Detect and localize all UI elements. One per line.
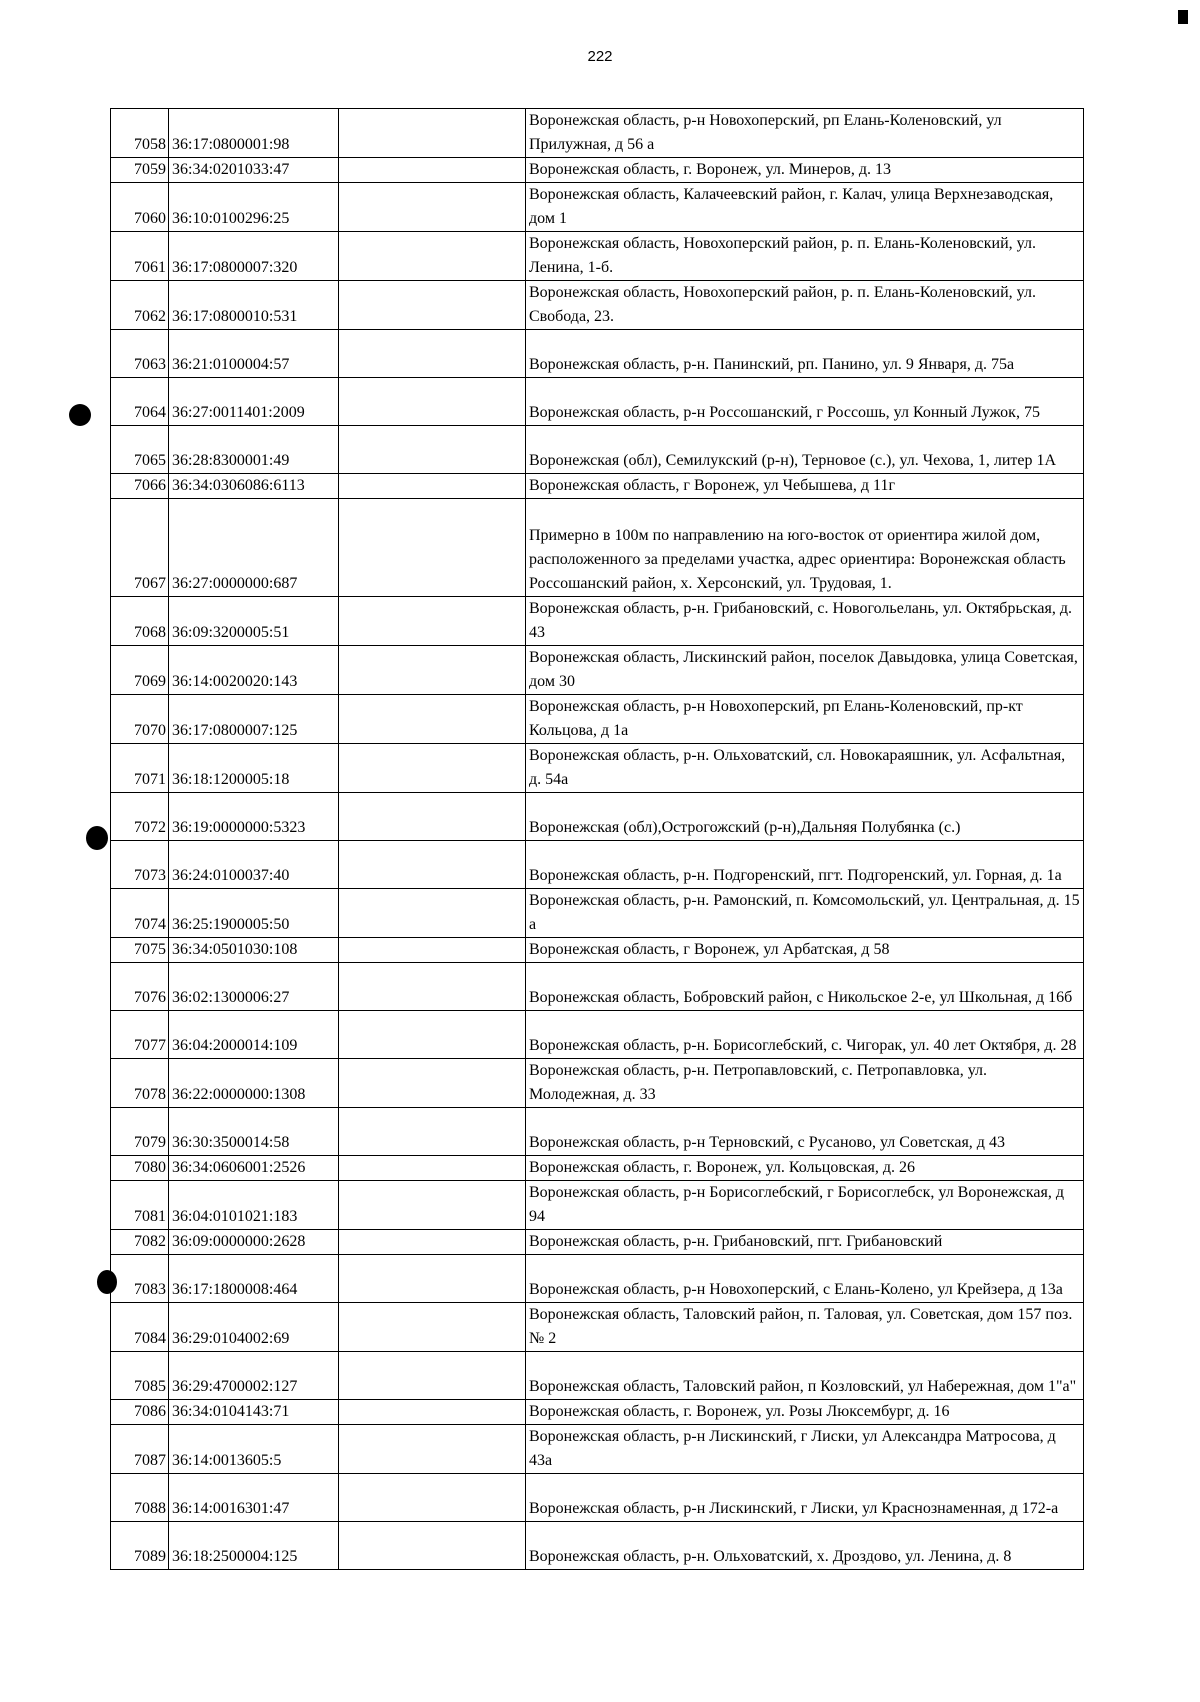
cadastral-number-cell: 36:14:0020020:143: [169, 646, 339, 695]
row-number-cell: 7062: [111, 281, 169, 330]
empty-cell: [339, 1255, 526, 1303]
row-number-cell: 7081: [111, 1181, 169, 1230]
row-number-cell: 7085: [111, 1352, 169, 1400]
address-cell: Воронежская область, р-н Новохоперский, рп Елань-Коленовский, ул Прилужная, д 56 а: [526, 109, 1084, 158]
row-number-cell: 7071: [111, 744, 169, 793]
table-row: [111, 1255, 1084, 1303]
cadastral-number-cell: 36:04:2000014:109: [169, 1011, 339, 1059]
cadastral-number-cell: 36:25:1900005:50: [169, 889, 339, 938]
cadastral-number-cell: 36:10:0100296:25: [169, 183, 339, 232]
row-number-cell: 7073: [111, 841, 169, 889]
row-number-cell: 7083: [111, 1255, 169, 1303]
table-row: [111, 938, 1084, 963]
cadastral-number-cell: 36:18:2500004:125: [169, 1522, 339, 1570]
cadastral-number-cell: 36:14:0016301:47: [169, 1474, 339, 1522]
address-cell: Воронежская область, р-н. Рамонский, п. Комсомольский, ул. Центральная, д. 15 а: [526, 889, 1084, 938]
cadastral-number-cell: 36:04:0101021:183: [169, 1181, 339, 1230]
table-row: [111, 1181, 1084, 1230]
empty-cell: [339, 499, 526, 597]
address-cell: Воронежская область, р-н. Подгоренский, пгт. Подгоренский, ул. Горная, д. 1а: [526, 841, 1084, 889]
row-number-cell: 7075: [111, 938, 169, 963]
row-number-cell: 7068: [111, 597, 169, 646]
table-row: [111, 1474, 1084, 1522]
address-cell: Воронежская область, Новохоперский район, р. п. Елань-Коленовский, ул. Свобода, 23.: [526, 281, 1084, 330]
address-cell: Воронежская область, р-н. Грибановский, пгт. Грибановский: [526, 1230, 1084, 1255]
empty-cell: [339, 1522, 526, 1570]
table-row: [111, 499, 1084, 597]
cadastral-number-cell: 36:17:0800001:98: [169, 109, 339, 158]
row-number-cell: 7084: [111, 1303, 169, 1352]
address-cell: Воронежская область, р-н Россошанский, г Россошь, ул Конный Лужок, 75: [526, 378, 1084, 426]
address-cell: Воронежская область, Таловский район, п Козловский, ул Набережная, дом 1"а": [526, 1352, 1084, 1400]
empty-cell: [339, 183, 526, 232]
empty-cell: [339, 646, 526, 695]
row-number-cell: 7070: [111, 695, 169, 744]
binder-hole-mark: [69, 404, 91, 426]
empty-cell: [339, 378, 526, 426]
row-number-cell: 7078: [111, 1059, 169, 1108]
empty-cell: [339, 1156, 526, 1181]
table-row: [111, 963, 1084, 1011]
cadastral-number-cell: 36:34:0306086:6113: [169, 474, 339, 499]
cadastral-number-cell: 36:29:4700002:127: [169, 1352, 339, 1400]
empty-cell: [339, 232, 526, 281]
empty-cell: [339, 1230, 526, 1255]
table-row: [111, 183, 1084, 232]
table-row: [111, 1303, 1084, 1352]
address-cell: Воронежская область, г Воронеж, ул Чебышева, д 11г: [526, 474, 1084, 499]
address-cell: Воронежская область, Калачеевский район, г. Калач, улица Верхнезаводская, дом 1: [526, 183, 1084, 232]
address-cell: Воронежская область, р-н Лискинский, г Лиски, ул Александра Матросова, д 43а: [526, 1425, 1084, 1474]
registry-table-body: [111, 109, 1084, 1570]
table-row: [111, 109, 1084, 158]
empty-cell: [339, 281, 526, 330]
table-row: [111, 1156, 1084, 1181]
row-number-cell: 7072: [111, 793, 169, 841]
empty-cell: [339, 109, 526, 158]
table-row: [111, 1059, 1084, 1108]
cadastral-number-cell: 36:30:3500014:58: [169, 1108, 339, 1156]
table-row: [111, 1400, 1084, 1425]
cadastral-number-cell: 36:27:0000000:687: [169, 499, 339, 597]
address-cell: Воронежская область, Бобровский район, с Никольское 2-е, ул Школьная, д 16б: [526, 963, 1084, 1011]
empty-cell: [339, 938, 526, 963]
address-cell: Воронежская область, г Воронеж, ул Арбатская, д 58: [526, 938, 1084, 963]
row-number-cell: 7079: [111, 1108, 169, 1156]
address-cell: Воронежская область, Лискинский район, поселок Давыдовка, улица Советская, дом 30: [526, 646, 1084, 695]
cadastral-number-cell: 36:09:0000000:2628: [169, 1230, 339, 1255]
address-cell: Воронежская область, р-н. Ольховатский, х. Дроздово, ул. Ленина, д. 8: [526, 1522, 1084, 1570]
empty-cell: [339, 1425, 526, 1474]
row-number-cell: 7088: [111, 1474, 169, 1522]
empty-cell: [339, 1352, 526, 1400]
cadastral-number-cell: 36:34:0104143:71: [169, 1400, 339, 1425]
empty-cell: [339, 1303, 526, 1352]
row-number-cell: 7066: [111, 474, 169, 499]
cadastral-number-cell: 36:18:1200005:18: [169, 744, 339, 793]
table-row: [111, 1522, 1084, 1570]
address-cell: Воронежская область, г. Воронеж, ул. Минеров, д. 13: [526, 158, 1084, 183]
address-cell: Воронежская область, р-н Терновский, с Русаново, ул Советская, д 43: [526, 1108, 1084, 1156]
empty-cell: [339, 158, 526, 183]
empty-cell: [339, 474, 526, 499]
page-number: 222: [587, 48, 613, 65]
empty-cell: [339, 744, 526, 793]
row-number-cell: 7060: [111, 183, 169, 232]
address-cell: Воронежская область, р-н. Грибановский, с. Новогольелань, ул. Октябрьская, д. 43: [526, 597, 1084, 646]
empty-cell: [339, 1400, 526, 1425]
table-row: [111, 1108, 1084, 1156]
address-cell: Воронежская (обл), Семилукский (р-н), Терновое (с.), ул. Чехова, 1, литер 1А: [526, 426, 1084, 474]
empty-cell: [339, 841, 526, 889]
empty-cell: [339, 426, 526, 474]
table-row: [111, 474, 1084, 499]
cadastral-number-cell: 36:02:1300006:27: [169, 963, 339, 1011]
address-cell: Воронежская область, р-н. Петропавловский, с. Петропавловка, ул. Молодежная, д. 33: [526, 1059, 1084, 1108]
scan-corner-mark: [1178, 10, 1188, 24]
table-row: [111, 378, 1084, 426]
table-row: [111, 1352, 1084, 1400]
row-number-cell: 7082: [111, 1230, 169, 1255]
row-number-cell: 7065: [111, 426, 169, 474]
cadastral-number-cell: 36:22:0000000:1308: [169, 1059, 339, 1108]
cadastral-number-cell: 36:34:0501030:108: [169, 938, 339, 963]
empty-cell: [339, 1011, 526, 1059]
cadastral-number-cell: 36:34:0201033:47: [169, 158, 339, 183]
address-cell: Примерно в 100м по направлению на юго-восток от ориентира жилой дом, расположенного за пределами участка, адрес ориентира: Воронежская область Россошанский район, х. Херсонский, ул. Трудовая, 1.: [526, 499, 1084, 597]
row-number-cell: 7069: [111, 646, 169, 695]
address-cell: Воронежская область, р-н Борисоглебский, г Борисоглебск, ул Воронежская, д 94: [526, 1181, 1084, 1230]
empty-cell: [339, 1059, 526, 1108]
row-number-cell: 7061: [111, 232, 169, 281]
cadastral-number-cell: 36:28:8300001:49: [169, 426, 339, 474]
address-cell: Воронежская область, р-н Новохоперский, рп Елань-Коленовский, пр-кт Кольцова, д 1а: [526, 695, 1084, 744]
cadastral-number-cell: 36:34:0606001:2526: [169, 1156, 339, 1181]
row-number-cell: 7076: [111, 963, 169, 1011]
table-row: [111, 744, 1084, 793]
table-row: [111, 232, 1084, 281]
address-cell: Воронежская область, р-н. Ольховатский, сл. Новокараяшник, ул. Асфальтная, д. 54а: [526, 744, 1084, 793]
address-cell: Воронежская область, р-н. Панинский, рп. Панино, ул. 9 Января, д. 75а: [526, 330, 1084, 378]
registry-table: [110, 108, 1084, 1570]
table-row: [111, 646, 1084, 695]
empty-cell: [339, 1474, 526, 1522]
row-number-cell: 7089: [111, 1522, 169, 1570]
table-row: [111, 793, 1084, 841]
empty-cell: [339, 1108, 526, 1156]
table-row: [111, 158, 1084, 183]
binder-hole-mark: [86, 826, 108, 850]
empty-cell: [339, 793, 526, 841]
empty-cell: [339, 597, 526, 646]
table-row: [111, 426, 1084, 474]
empty-cell: [339, 330, 526, 378]
address-cell: Воронежская область, г. Воронеж, ул. Кольцовская, д. 26: [526, 1156, 1084, 1181]
table-row: [111, 695, 1084, 744]
table-row: [111, 889, 1084, 938]
address-cell: Воронежская (обл),Острогожский (р-н),Дальняя Полубянка (с.): [526, 793, 1084, 841]
address-cell: Воронежская область, г. Воронеж, ул. Розы Люксембург, д. 16: [526, 1400, 1084, 1425]
row-number-cell: 7080: [111, 1156, 169, 1181]
address-cell: Воронежская область, р-н Новохоперский, с Елань-Колено, ул Крейзера, д 13а: [526, 1255, 1084, 1303]
address-cell: Воронежская область, Таловский район, п. Таловая, ул. Советская, дом 157 поз. № 2: [526, 1303, 1084, 1352]
row-number-cell: 7058: [111, 109, 169, 158]
empty-cell: [339, 1181, 526, 1230]
row-number-cell: 7067: [111, 499, 169, 597]
row-number-cell: 7064: [111, 378, 169, 426]
row-number-cell: 7063: [111, 330, 169, 378]
row-number-cell: 7077: [111, 1011, 169, 1059]
table-row: [111, 1425, 1084, 1474]
address-cell: Воронежская область, р-н Лискинский, г Лиски, ул Краснознаменная, д 172-а: [526, 1474, 1084, 1522]
table-row: [111, 330, 1084, 378]
cadastral-number-cell: 36:21:0100004:57: [169, 330, 339, 378]
cadastral-number-cell: 36:29:0104002:69: [169, 1303, 339, 1352]
cadastral-number-cell: 36:14:0013605:5: [169, 1425, 339, 1474]
cadastral-number-cell: 36:19:0000000:5323: [169, 793, 339, 841]
cadastral-number-cell: 36:17:1800008:464: [169, 1255, 339, 1303]
address-cell: Воронежская область, р-н. Борисоглебский, с. Чигорак, ул. 40 лет Октября, д. 28: [526, 1011, 1084, 1059]
cadastral-number-cell: 36:24:0100037:40: [169, 841, 339, 889]
binder-hole-mark: [97, 1270, 117, 1294]
empty-cell: [339, 889, 526, 938]
cadastral-number-cell: 36:17:0800007:125: [169, 695, 339, 744]
table-row: [111, 281, 1084, 330]
row-number-cell: 7074: [111, 889, 169, 938]
cadastral-number-cell: 36:17:0800010:531: [169, 281, 339, 330]
cadastral-number-cell: 36:09:3200005:51: [169, 597, 339, 646]
row-number-cell: 7086: [111, 1400, 169, 1425]
row-number-cell: 7087: [111, 1425, 169, 1474]
empty-cell: [339, 695, 526, 744]
table-row: [111, 1011, 1084, 1059]
empty-cell: [339, 963, 526, 1011]
cadastral-number-cell: 36:17:0800007:320: [169, 232, 339, 281]
table-row: [111, 1230, 1084, 1255]
address-cell: Воронежская область, Новохоперский район, р. п. Елань-Коленовский, ул. Ленина, 1-б.: [526, 232, 1084, 281]
table-row: [111, 597, 1084, 646]
row-number-cell: 7059: [111, 158, 169, 183]
table-row: [111, 841, 1084, 889]
cadastral-number-cell: 36:27:0011401:2009: [169, 378, 339, 426]
